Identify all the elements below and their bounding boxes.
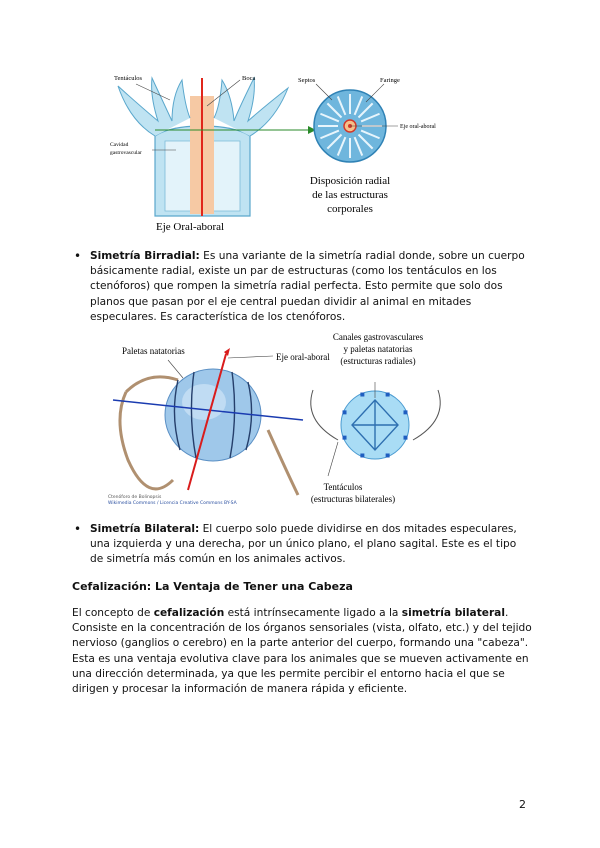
paragraph-cefalizacion [72,606,532,697]
bullet-dot: • [74,249,82,263]
caption-line-1: Disposición radial [309,175,391,187]
text-span: . Consiste en la concentración de los órganos sensoriales (vista, olfato, etc.) y del tejido nervioso (ganglios o cerebro) en la parte anterior del cuerpo, formando una "cabeza". Esta es una ventaja evolutiva clave para los animales que se mueven activamente en una dirección determinada, ya que les permite percibir el entorno hacia el que se dirigen y procesar la información de manera rápida y eficiente. [72,607,532,696]
label-cavidad-2: gastrovascular [110,150,142,156]
label-canales-2: y paletas natatorias [343,344,413,354]
text-bilateral: El cuerpo solo puede dividirse en dos mitades especulares, una izquierda y una derecha, por un único plano, el plano sagital. Este es el tipo de simetría más común en los animales activos. [90,523,517,566]
comb-row-dot [386,393,390,397]
label-tentaculos: Tentáculos [114,75,143,82]
page-number: 2 [519,798,526,811]
text-span: El concepto de [72,607,154,619]
label-canales-3: (estructuras radiales) [340,356,416,366]
label-tentaculos-2a: Tentáculos [323,482,363,492]
ctenophore-illustration [113,348,303,495]
image-credit-2: Wikimedia Commons / Licencia Creative Commons BY-SA [108,501,237,506]
comb-row-dot [360,393,364,397]
comb-row-dot [403,436,407,440]
caption-line-2: de las estructuras [312,189,388,201]
comb-row-dot [343,410,347,414]
comb-row-dot [386,453,390,457]
radial-disc-illustration [314,84,398,162]
term-birradial: Simetría Birradial: [90,250,200,262]
bullet-bilateral [74,522,530,568]
label-cavidad-1: Cavidad [110,142,129,148]
label-tentaculos-2b: (estructuras bilaterales) [310,494,396,504]
term-bilateral: Simetría Bilateral: [90,523,200,535]
caption-line-3: corporales [327,203,373,215]
term-cefalizacion: cefalización [153,607,225,619]
term-simetria-bilateral: simetría bilateral [401,607,505,619]
section-heading: Cefalización: La Ventaja de Tener una Cabeza [72,580,353,593]
figure-radial-symmetry [110,66,490,236]
bullet-dot: • [74,522,82,536]
bullet-birradial [74,249,530,325]
text-birradial: Es una variante de la simetría radial donde, sobre un cuerpo básicamente radial, existe un par de estructuras (como los tentáculos en los ctenóforos) que rompen la simetría radial perfecta. Esto permite que solo dos planos que pasan por el eje central puedan dividir al animal en mitades especulares. Es característica de los ctenóforos. [90,250,525,323]
text-span: está intrínsecamente ligado a la [224,607,402,619]
label-faringe: Faringe [380,77,400,84]
comb-row-dot [343,436,347,440]
label-eje-oral-aboral-3: Eje oral-aboral [276,352,330,362]
label-boca: Boca [242,75,256,82]
label-eje-oral-aboral-2: Eje oral-aboral [400,124,436,130]
comb-row-dot [403,410,407,414]
label-eje-oral-aboral-1: Eje Oral-aboral [156,221,225,233]
image-credit-1: Ctenóforo de Bolinopsis [108,495,162,500]
figure-ctenophore [108,330,453,510]
label-canales-1: Canales gastrovasculares [332,332,424,342]
polyp-illustration [118,78,316,216]
label-paletas: Paletas natatorias [122,346,185,356]
cross-section-illustration [311,382,440,476]
label-septos: Septos [298,77,316,84]
comb-row-dot [360,453,364,457]
